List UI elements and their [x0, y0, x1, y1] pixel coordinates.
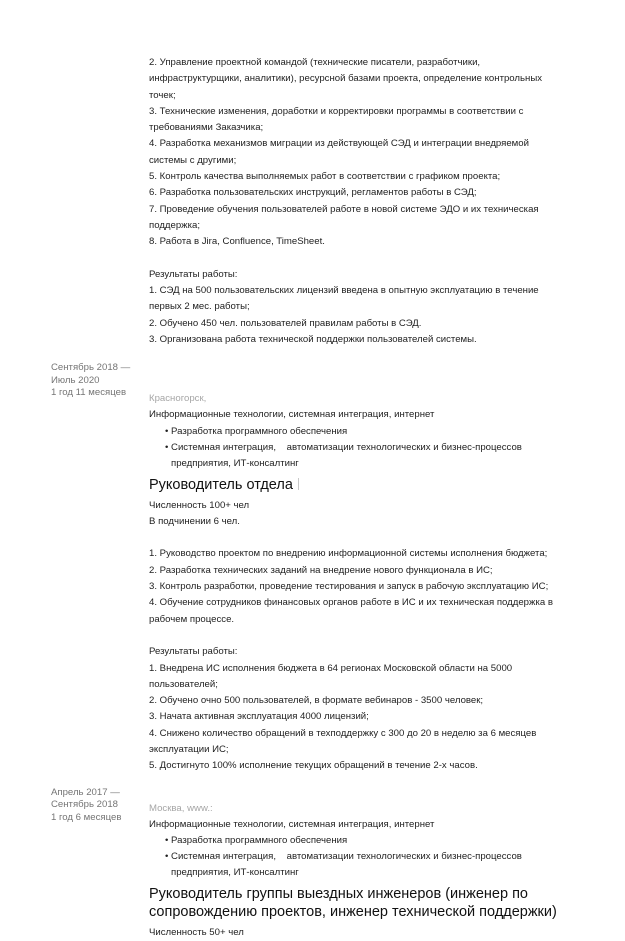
job2-section — [149, 801, 589, 941]
industry-bullet: • Системная интеграция, автоматизации технологических и бизнес-процессов — [165, 441, 522, 453]
results-label: Результаты работы: — [149, 646, 238, 658]
staff-count: Численность 50+ чел — [149, 926, 244, 938]
result-line: 3. Начата активная эксплуатация 4000 лицензий; — [149, 711, 369, 723]
result-line: первых 2 мес. работы; — [149, 301, 250, 313]
job-title-line: сопровождению проектов, инженер технической поддержки) — [149, 903, 557, 920]
period-start: Апрель 2017 — — [51, 786, 120, 798]
duty-line: 8. Работа в Jira, Confluence, TimeSheet. — [149, 236, 325, 248]
result-line: 1. СЭД на 500 пользовательских лицензий введена в опытную эксплуатацию в течение — [149, 285, 539, 297]
duty-line: 2. Разработка технических заданий на внедрение нового функционала в ИС; — [149, 564, 493, 576]
job0-results — [149, 283, 589, 348]
industry-bullet-cont: предприятия, ИТ-консалтинг — [171, 458, 299, 470]
result-line: 4. Снижено количество обращений в техподдержку с 300 до 20 в неделю за 6 месяцев — [149, 727, 537, 739]
job1-section — [149, 391, 589, 774]
duty-line: 2. Управление проектной командой (технические писатели, разработчики, — [149, 57, 481, 68]
duty-line: требованиями Заказчика; — [149, 122, 264, 134]
period-start: Сентябрь 2018 — — [51, 362, 131, 374]
job-title — [149, 885, 589, 921]
job0-row — [0, 55, 625, 348]
result-line: 1. Внедрена ИС исполнения бюджета в 64 регионах Московской области на 5000 — [149, 662, 513, 674]
staff-count: Численность 100+ чел — [149, 499, 250, 511]
industry-bullet: • Системная интеграция, автоматизации технологических и бизнес-процессов — [165, 851, 522, 863]
result-line: 3. Организована работа технической поддержки пользователей системы. — [149, 334, 477, 346]
text-cursor-mark — [298, 478, 299, 490]
duration: 1 год 11 месяцев — [51, 387, 127, 399]
duty-line: системы с другими; — [149, 154, 237, 166]
company-location: Москва, www.: — [149, 802, 213, 814]
job0-duties — [149, 55, 589, 251]
duty-line: инфраструктурщики, аналитики), ресурсной базами проекта, определение контрольных — [149, 73, 543, 85]
duty-line: 3. Контроль разработки, проведение тестирования и запуск в рабочую эксплуатацию ИС; — [149, 581, 549, 593]
job-title-text: Руководитель отдела — [149, 476, 293, 493]
job0-section — [149, 55, 589, 348]
period-end: Сентябрь 2018 — [51, 799, 118, 811]
results-label: Результаты работы: — [149, 268, 238, 280]
industry: Информационные технологии, системная интеграция, интернет — [149, 818, 435, 830]
company-location: Красногорск, — [149, 393, 207, 405]
duty-line: поддержка; — [149, 219, 201, 231]
industry-bullet: • Разработка программного обеспечения — [165, 425, 348, 437]
result-line: 5. Достигнуто 100% исполнение текущих обращений в течение 2-х часов. — [149, 760, 478, 772]
job1-results — [149, 661, 589, 775]
duty-line: 4. Разработка механизмов миграции из действующей СЭД и интеграции внедряемой — [149, 138, 529, 150]
result-line: эксплуатации ИС; — [149, 743, 229, 755]
job1-row — [0, 362, 625, 774]
duty-line: точек; — [149, 89, 176, 101]
duty-line: 3. Технические изменения, доработки и корректировки программы в соответствии с — [149, 105, 524, 117]
industry: Информационные технологии, системная интеграция, интернет — [149, 409, 435, 421]
job1-period — [51, 362, 149, 400]
job2-period — [51, 787, 149, 825]
result-line: 2. Обучено 450 чел. пользователей правилам работы в СЭД. — [149, 317, 422, 329]
duty-line: 4. Обучение сотрудников финансовых органов работе в ИС и их техническая поддержка в — [149, 597, 553, 609]
job-title — [149, 476, 589, 494]
result-line: пользователей; — [149, 678, 218, 690]
duty-line: 6. Разработка пользовательских инструкций, регламентов работы в СЭД; — [149, 187, 477, 199]
subordinates: В подчинении 6 чел. — [149, 515, 240, 527]
job-title-line: Руководитель группы выездных инженеров (инженер по — [149, 885, 528, 902]
job2-row — [0, 787, 625, 941]
duty-line: рабочем процессе. — [149, 613, 235, 625]
period-end: Июль 2020 — [51, 374, 100, 386]
duty-line: 1. Руководство проектом по внедрению информационной системы исполнения бюджета; — [149, 548, 548, 560]
job1-duties — [149, 546, 589, 627]
duty-line: 7. Проведение обучения пользователей работе в новой системе ЭДО и их техническая — [149, 203, 539, 215]
industry-bullet-cont: предприятия, ИТ-консалтинг — [171, 867, 299, 879]
duty-line: 5. Контроль качества выполняемых работ в соответствии с графиком проекта; — [149, 171, 501, 183]
duration: 1 год 6 месяцев — [51, 811, 122, 823]
result-line: 2. Обучено очно 500 пользователей, в формате вебинаров - 3500 человек; — [149, 695, 484, 707]
industry-bullet: • Разработка программного обеспечения — [165, 834, 348, 846]
